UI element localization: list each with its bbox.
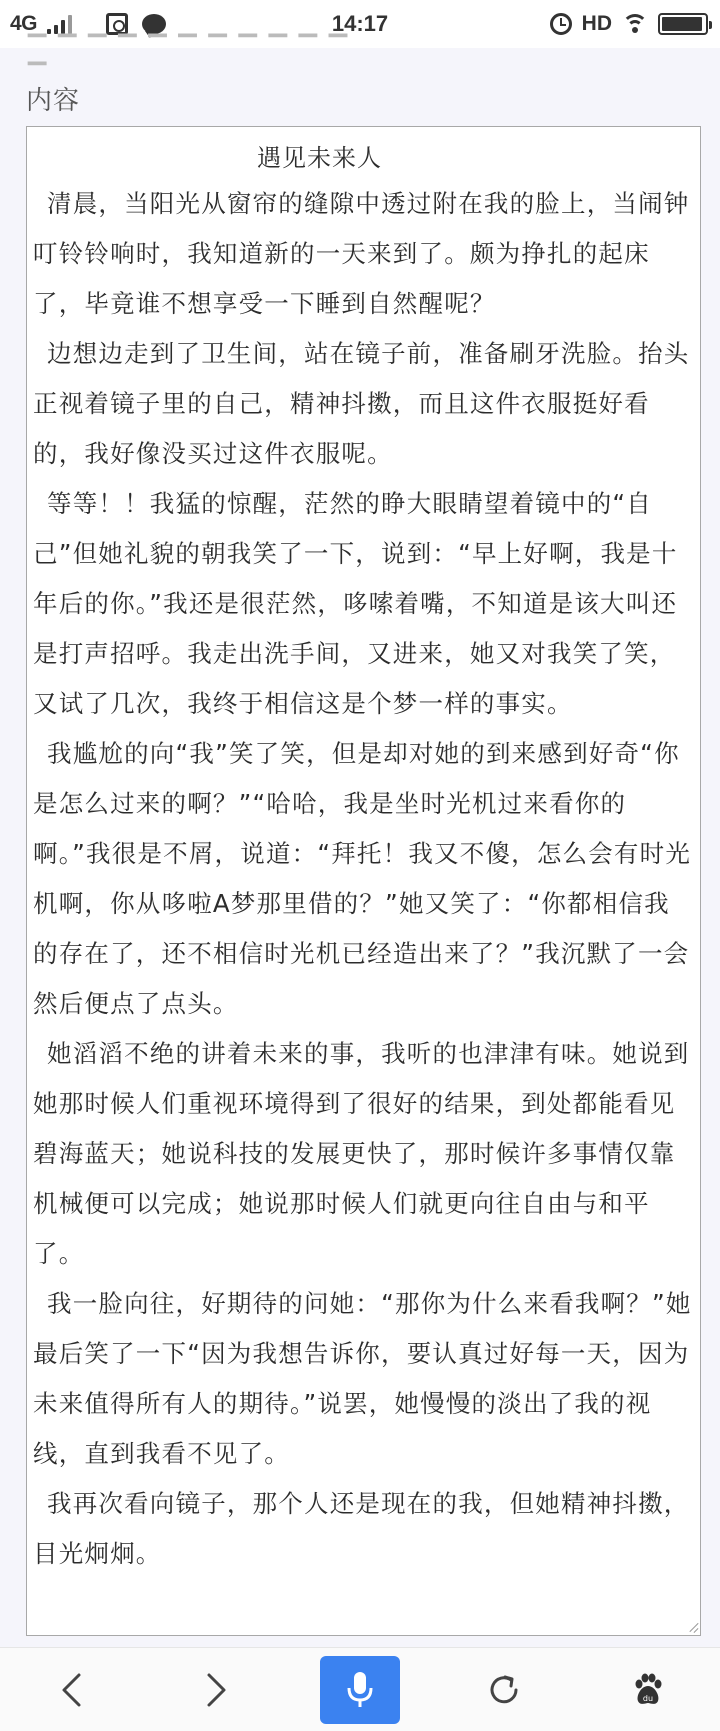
essay-paragraph: 边想边走到了卫生间，站在镜子前，准备刷牙洗脸。抬头正视着镜子里的自己，精神抖擞，而且这件衣服挺好看的，我好像没买过这件衣服呢。 xyxy=(33,339,690,468)
content-textarea[interactable] xyxy=(26,126,701,1636)
bottom-navigation xyxy=(0,1647,720,1731)
chevron-right-icon xyxy=(201,1672,231,1708)
back-button[interactable] xyxy=(32,1655,112,1725)
previous-field-cutoff: ▔ ▔ ▔ ▔ ▔ ▔ ▔ ▔ ▔ ▔ ▔ ▔ xyxy=(28,34,350,90)
hd-indicator: HD xyxy=(581,12,612,35)
essay-paragraph: 我再次看向镜子，那个人还是现在的我，但她精神抖擞，目光炯炯。 xyxy=(33,1489,690,1568)
voice-search-button[interactable] xyxy=(320,1656,400,1724)
microphone-icon xyxy=(345,1670,375,1710)
refresh-button[interactable] xyxy=(464,1655,544,1725)
notification-icon xyxy=(106,13,128,35)
baidu-home-button[interactable] xyxy=(608,1655,688,1725)
message-icon xyxy=(142,14,166,34)
content-label: 内容 xyxy=(26,86,81,116)
battery-icon xyxy=(658,13,708,35)
textarea-resize-handle[interactable] xyxy=(686,1621,698,1633)
essay-paragraph: 清晨，当阳光从窗帘的缝隙中透过附在我的脸上，当闹钟叮铃铃响时，我知道新的一天来到了。颇为挣扎的起床了，毕竟谁不想享受一下睡到自然醒呢？ xyxy=(33,189,690,318)
alarm-icon xyxy=(550,13,572,35)
essay-paragraph: 我一脸向往，好期待的问她：“那你为什么来看我啊？”她最后笑了一下“因为我想告诉你，要认真过好每一天，因为未来值得所有人的期待。”说罢，她慢慢的淡出了我的视线，直到我看不见了。 xyxy=(33,1289,692,1468)
refresh-icon xyxy=(486,1672,522,1708)
essay-paragraph: 我尴尬的向“我”笑了笑，但是却对她的到来感到好奇“你是怎么过来的啊？”“哈哈，我是坐时光机过来看你的啊。”我很是不屑，说道：“拜托！我又不傻，怎么会有时光机啊，你从哆啦A梦那里借的？”她又笑了：“你都相信我的存在了，还不相信时光机已经造出来了？”我沉默了一会然后便点了点头。 xyxy=(33,739,692,1018)
forward-button[interactable] xyxy=(176,1655,256,1725)
signal-icon xyxy=(47,14,72,34)
baidu-paw-icon xyxy=(630,1672,666,1708)
essay-paragraph: 等等！！我猛的惊醒，茫然的睁大眼睛望着镜中的“自己”但她礼貌的朝我笑了一下，说到：“早上好啊，我是十年后的你。”我还是很茫然，哆嗦着嘴，不知道是该大叫还是打声招呼。我走出洗手间，又进来，她又对我笑了笑，又试了几次，我终于相信这是个梦一样的事实。 xyxy=(33,489,678,718)
page-content xyxy=(0,34,720,1647)
wifi-icon xyxy=(622,14,648,34)
chevron-left-icon xyxy=(57,1672,87,1708)
svg-text:du: du xyxy=(642,1693,654,1703)
clock: 14:17 xyxy=(331,11,389,36)
battery-level xyxy=(662,17,702,31)
network-type: 4G xyxy=(10,12,38,35)
essay-title: 遇见未来人 xyxy=(257,144,382,172)
essay-paragraph: 她滔滔不绝的讲着未来的事，我听的也津津有味。她说到她那时候人们重视环境得到了很好的结果，到处都能看见碧海蓝天；她说科技的发展更快了，那时候许多事情仅靠机械便可以完成；她说那时候人们就更向往自由与和平了。 xyxy=(33,1039,690,1268)
status-right xyxy=(550,0,708,48)
